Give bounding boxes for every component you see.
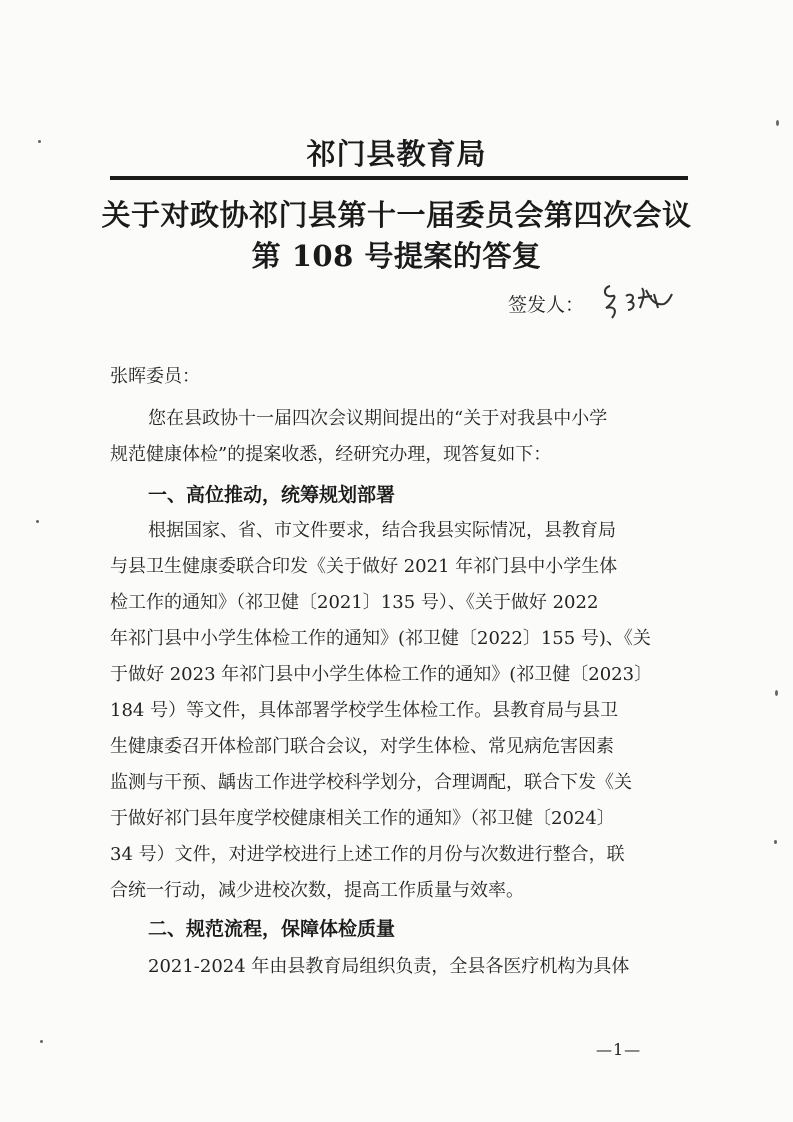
- section1-line: 于做好 2023 年祁门县中小学生体检工作的通知》(祁卫健〔2023〕: [110, 664, 653, 685]
- scan-speck: [38, 140, 41, 143]
- signer-label: 签发人：: [508, 294, 585, 316]
- scan-speck: [36, 520, 39, 523]
- section1-line: 34 号）文件，对进学校进行上述工作的月份与次数进行整合，联: [110, 844, 625, 865]
- page-number: —1—: [596, 1040, 642, 1059]
- section1-line: 184 号）等文件，具体部署学校学生体检工作。县教育局与县卫: [110, 700, 619, 721]
- section1-line: 检工作的通知》（祁卫健〔2021〕135 号）、《关于做好 2022: [110, 592, 599, 613]
- section1-heading: 一、高位推动，统筹规划部署: [148, 484, 396, 506]
- section1-line: 监测与干预、龋齿工作进学校科学划分，合理调配，联合下发《关: [110, 772, 632, 793]
- doc-title-line2: 第 108 号提案的答复: [251, 239, 542, 273]
- intro-line: 规范健康体检”的提案收悉，经研究办理，现答复如下：: [110, 444, 552, 465]
- scan-speck: [774, 840, 777, 844]
- section1-line: 年祁门县中小学生体检工作的通知》(祁卫健〔2022〕155 号)、《关: [110, 628, 651, 649]
- scan-speck: [776, 120, 779, 126]
- section1-line: 生健康委召开体检部门联合会议，对学生体检、常见病危害因素: [110, 736, 614, 757]
- salutation: 张晖委员：: [110, 366, 200, 387]
- section1-line: 根据国家、省、市文件要求，结合我县实际情况，县教育局: [148, 520, 616, 541]
- section2-heading: 二、规范流程，保障体检质量: [148, 918, 396, 940]
- intro-line: 您在县政协十一届四次会议期间提出的“关于对我县中小学: [148, 408, 608, 429]
- scan-speck: [775, 690, 778, 696]
- header-rule: [110, 176, 688, 180]
- section1-line: 于做好祁门县年度学校健康相关工作的通知》（祁卫健〔2024〕: [110, 808, 615, 829]
- doc-title-line1: 关于对政协祁门县第十一届委员会第四次会议: [101, 198, 692, 232]
- section2-line: 2021-2024 年由县教育局组织负责，全县各医疗机构为具体: [148, 956, 630, 977]
- section1-line: 合统一行动，减少进校次数，提高工作质量与效率。: [110, 880, 524, 901]
- section1-line: 与县卫生健康委联合印发《关于做好 2021 年祁门县中小学生体: [110, 556, 618, 577]
- org-title: 祁门县教育局: [306, 137, 487, 171]
- signature-mark: [592, 268, 676, 328]
- scan-speck: [40, 1040, 43, 1043]
